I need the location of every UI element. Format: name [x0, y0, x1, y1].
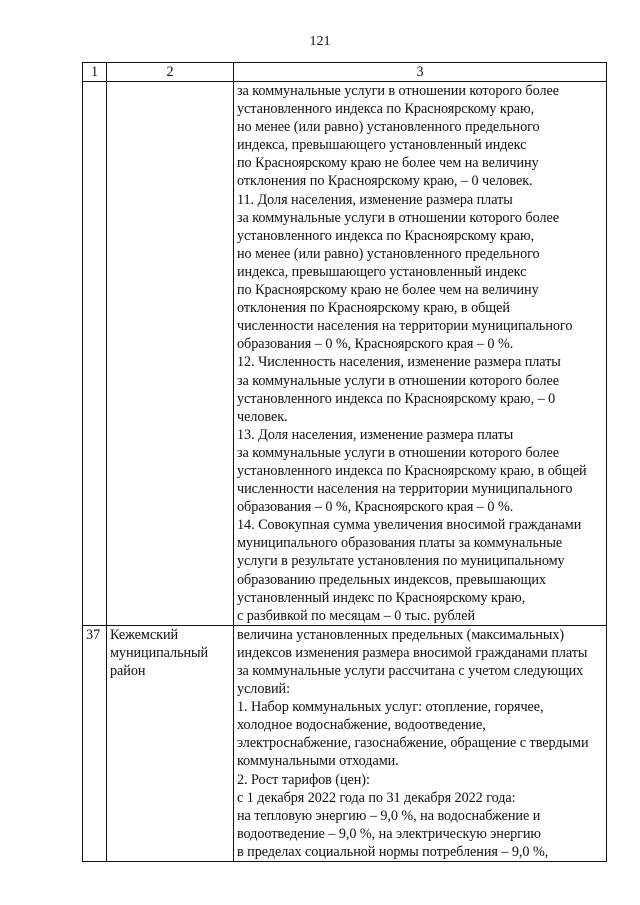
description-line: 14. Совокупная сумма увеличения вносимой гражданами [237, 517, 582, 534]
description-cell [234, 82, 607, 626]
table-body [83, 82, 607, 862]
table-row [83, 82, 607, 626]
description-line: индекса, превышающего установленный индекс [237, 263, 527, 280]
description-line: установленного индекса по Красноярскому краю, – 0 [237, 390, 556, 407]
page-number: 121 [309, 34, 331, 49]
description-line: образования – 0 %, Красноярского края – 0 %. [237, 499, 514, 516]
description-line: водоотведение – 9,0 %, на электрическую энергию [237, 825, 541, 842]
description-line: численности населения на территории муниципального [237, 318, 573, 335]
description-line: на тепловую энергию – 9,0 %, на водоснабжение и [237, 807, 541, 824]
description-line: численности населения на территории муниципального [237, 481, 573, 498]
description-line: муниципального образования платы за коммунальные [237, 535, 563, 552]
description-line: 1. Набор коммунальных услуг: отопление, горячее, [237, 699, 544, 716]
table-row [83, 625, 607, 861]
row-number-cell: 37 [83, 625, 107, 861]
description-line: образованию предельных индексов, превышающих [237, 571, 546, 588]
document-table [82, 62, 607, 862]
description-line: отклонения по Красноярскому краю, – 0 человек. [237, 173, 533, 190]
description-line: услуги в результате установления по муниципальному [237, 553, 565, 570]
municipality-name-line: Кежемский [110, 626, 179, 643]
column-header-3: 3 [234, 63, 607, 82]
description-line: 13. Доля населения, изменение размера платы [237, 426, 514, 443]
description-line: установленного индекса по Красноярскому краю, в общей [237, 462, 587, 479]
description-line: с разбивкой по месяцам – 0 тыс. рублей [237, 607, 476, 624]
description-line: но менее (или равно) установленного предельного [237, 245, 540, 262]
description-line: человек. [237, 408, 288, 425]
description-line: 11. Доля населения, изменение размера платы [237, 191, 513, 208]
column-header-2: 2 [107, 63, 234, 82]
description-line: в пределах социальной нормы потребления – 9,0 %, [237, 843, 549, 860]
description-line: индексов изменения размера вносимой гражданами платы [237, 644, 588, 661]
description-line: установленный индекс по Красноярскому краю, [237, 589, 526, 606]
municipality-name-line: район [110, 663, 146, 679]
description-line: но менее (или равно) установленного предельного [237, 119, 540, 136]
description-line: величина установленных предельных (максимальных) [237, 626, 565, 643]
column-header-1: 1 [83, 63, 107, 82]
municipality-name-cell [107, 82, 234, 626]
description-line: отклонения по Красноярскому краю, в общей [237, 300, 510, 317]
municipality-name-line: муниципальный [110, 644, 209, 661]
description-line: за коммунальные услуги в отношении которого более [237, 372, 559, 389]
description-line: с 1 декабря 2022 года по 31 декабря 2022 года: [237, 789, 516, 806]
description-line: условий: [237, 681, 290, 698]
description-line: образования – 0 %, Красноярского края – 0 %. [237, 336, 514, 353]
description-line: 2. Рост тарифов (цен): [237, 771, 370, 788]
description-line: за коммунальные услуги в отношении которого более [237, 209, 559, 226]
description-line: за коммунальные услуги в отношении которого более [237, 83, 559, 99]
description-line: холодное водоснабжение, водоотведение, [237, 717, 486, 734]
description-line: индекса, превышающего установленный индекс [237, 137, 527, 154]
description-line: установленного индекса по Красноярскому краю, [237, 101, 535, 118]
description-line: 12. Численность населения, изменение размера платы [237, 354, 561, 371]
table-header-row [83, 63, 607, 82]
row-number-cell [83, 82, 107, 626]
description-line: электроснабжение, газоснабжение, обращение с твердыми [237, 735, 589, 752]
description-line: за коммунальные услуги рассчитана с учетом следующих [237, 663, 584, 679]
description-line: по Красноярскому краю не более чем на величину [237, 282, 539, 299]
description-line: коммунальными отходами. [237, 753, 399, 770]
description-cell [234, 625, 607, 861]
description-line: установленного индекса по Красноярскому краю, [237, 227, 535, 244]
description-line: за коммунальные услуги в отношении которого более [237, 444, 559, 461]
description-line: по Красноярскому краю не более чем на величину [237, 155, 539, 172]
municipality-name-cell [107, 625, 234, 861]
